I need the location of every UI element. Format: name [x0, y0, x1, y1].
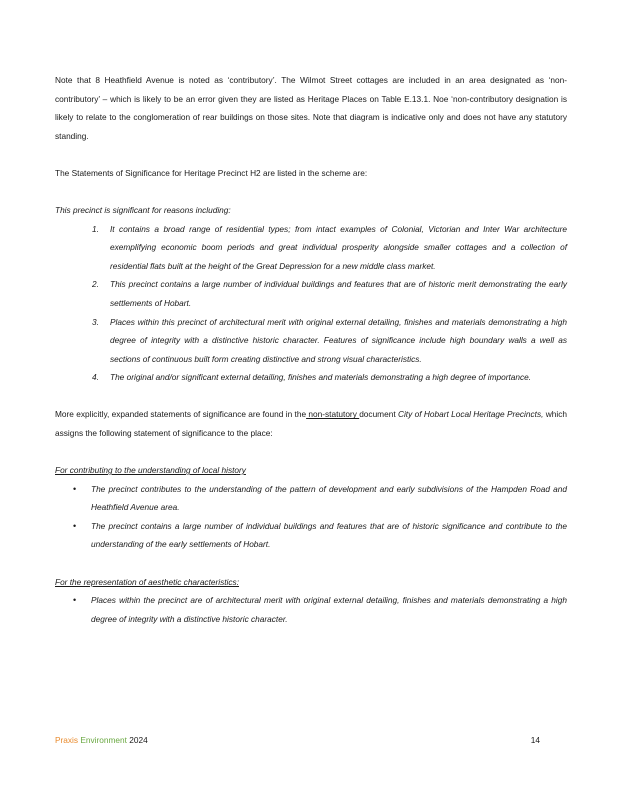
list-number: 4.: [92, 372, 99, 383]
list-item: [55, 480, 567, 517]
non-statutory-link[interactable]: non-statutory: [306, 409, 360, 420]
page-footer: [55, 733, 567, 747]
bullet-icon: •: [73, 520, 77, 531]
footer-brand-praxis: Praxis: [55, 735, 79, 745]
local-history-list: [55, 480, 567, 554]
list-text: The precinct contributes to the understanding of the pattern of development and early subdivisions of the Hampden Road and Heathfield Avenue area.: [91, 483, 567, 513]
list-item: [55, 275, 567, 312]
explicit-paragraph: [55, 405, 567, 442]
list-text: It contains a broad range of residential types; from intact examples of Colonial, Victorian and Inter War architecture exemplifying economic boom periods and great individual prosperity alongside smaller cottages and a collection of residential flats built at the height of the Great Depression for a new middle class market.: [110, 223, 567, 271]
bullet-icon: •: [73, 483, 77, 494]
list-text: The precinct contains a large number of individual buildings and features that are of historic significance and contribute to the understanding of the early settlements of Hobart.: [91, 520, 567, 550]
precinct-lead: This precinct is significant for reasons including:: [55, 204, 231, 215]
footer-brand-environment: Environment: [80, 735, 127, 745]
document-page: [55, 71, 567, 628]
local-history-heading: For contributing to the understanding of local history: [55, 465, 246, 476]
bullet-icon: •: [73, 595, 77, 606]
explicit-pre: More explicitly, expanded statements of significance are found in the: [55, 409, 307, 420]
list-text: This precinct contains a large number of individual buildings and features that are of historic merit demonstrating the early settlements of Hobart.: [110, 279, 567, 308]
list-item: [55, 313, 567, 369]
intro-paragraph: Note that 8 Heathfield Avenue is noted as ‘contributory’. The Wilmot Street cottages are included in an area designated as ‘non-contributory’ – which is likely to be an error given they are listed as Heritage Places on Table E.13.1. Noe ‘non-contributory designation is likely to relate to the conglomeration of rear buildings on those sites. Note that diagram is indicative only and does not have any statutory standing.: [55, 75, 567, 141]
list-number: 2.: [92, 279, 99, 290]
list-number: 1.: [92, 223, 99, 234]
statements-intro: The Statements of Significance for Heritage Precinct H2 are listed in the scheme are:: [55, 167, 368, 178]
footer-year: 2024: [129, 735, 148, 745]
list-item: [55, 368, 567, 387]
list-number: 3.: [92, 316, 99, 327]
list-text: The original and/or significant external detailing, finishes and materials demonstrating a high degree of importance.: [110, 372, 532, 383]
explicit-post: which assigns the following statement of significance to the place:: [55, 409, 567, 438]
list-text: Places within this precinct of architectural merit with original external detailing, finishes and materials demonstrating a high degree of integrity with a distinctive historic character. Features of significance include high boundary walls a well as sections of continuous built form creating distinctive and strong visual characteristics.: [110, 316, 567, 364]
list-item: [55, 220, 567, 276]
document-title: City of Hobart Local Heritage Precincts,: [397, 409, 544, 420]
aesthetic-heading: For the representation of aesthetic characteristics:: [55, 576, 240, 587]
list-item: [55, 517, 567, 554]
significance-list: [55, 220, 567, 387]
list-text: Places within the precinct are of architectural merit with original external detailing, finishes and materials demonstrating a high degree of integrity with a distinctive historic character.: [91, 595, 567, 624]
explicit-mid: document: [359, 409, 396, 420]
list-item: [55, 591, 567, 628]
aesthetic-list: [55, 591, 567, 628]
page-number: 14: [530, 735, 540, 745]
